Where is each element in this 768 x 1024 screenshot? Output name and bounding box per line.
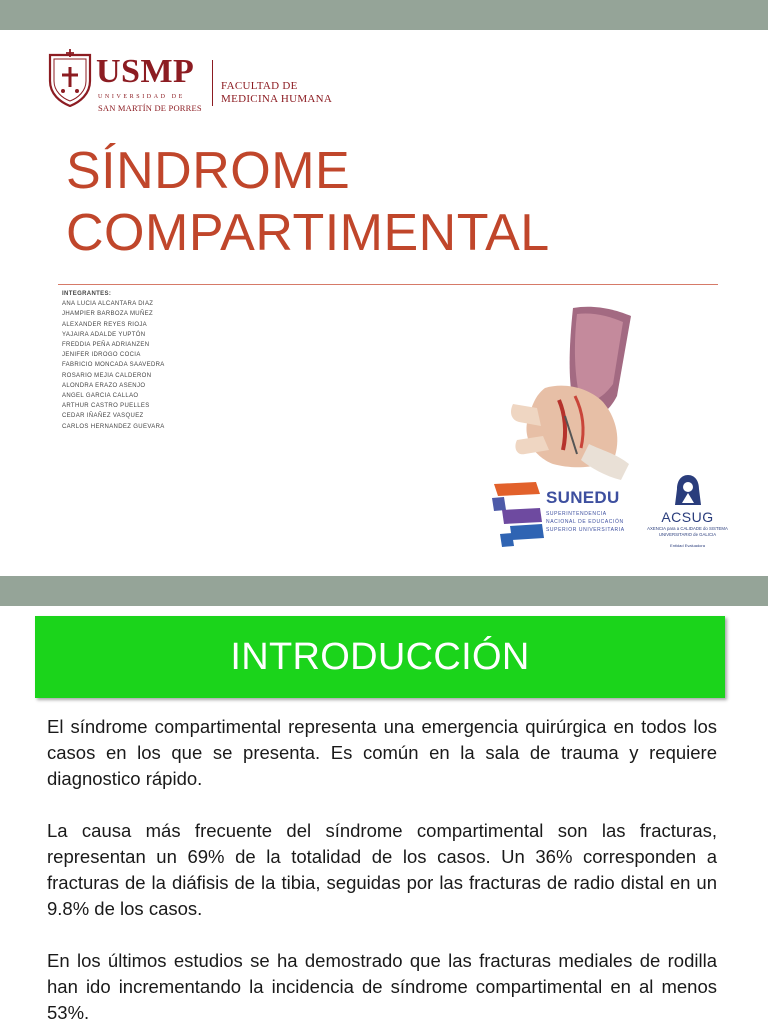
slide-title <box>66 140 686 264</box>
acsug-name: ACSUG <box>661 509 714 525</box>
university-line: UNIVERSIDAD DE <box>98 94 185 100</box>
member-item: ALEXANDER REYES RIOJA <box>62 321 148 328</box>
member-item: ARTHUR CASTRO PUELLES <box>62 403 150 410</box>
member-item: ANGEL GARCIA CALLAO <box>62 393 139 400</box>
member-item: ANA LUCIA ALCANTARA DIAZ <box>62 301 154 308</box>
members-label: INTEGRANTES: <box>62 291 112 297</box>
fasciotomy-hand-illustration <box>505 304 635 482</box>
section-heading-box <box>35 616 725 698</box>
sunedu-sub-line: SUPERIOR UNIVERSITARIA <box>546 527 625 533</box>
member-item: FABRICIO MONCADA SAAVEDRA <box>62 362 165 369</box>
member-item: CARLOS HERNANDEZ GUEVARA <box>62 423 165 430</box>
usmp-crest-icon <box>46 47 94 107</box>
acsug-emblem-icon <box>673 473 703 507</box>
acsug-sub-line: AXENCIA para a CALIDADE do SISTEMA <box>647 526 728 531</box>
introduction-slide <box>0 606 768 1024</box>
acsug-subtitle <box>640 526 735 538</box>
faculty-line-1: FACULTAD DE <box>221 80 298 92</box>
sunedu-name: SUNEDU <box>546 488 620 507</box>
introduction-body <box>47 714 717 1024</box>
member-item: ROSARIO MEJIA CALDERON <box>62 372 152 379</box>
sunedu-blocks-icon <box>490 480 544 548</box>
members-list <box>62 289 165 432</box>
acsug-tagline: Entidad Evaluadora <box>670 543 705 548</box>
faculty-name <box>221 80 332 106</box>
sunedu-sub-line: NACIONAL DE EDUCACIÓN <box>546 519 624 525</box>
member-item: FREDDIA PEÑA ADRIANZEN <box>62 342 150 349</box>
sunedu-subtitle <box>546 510 625 534</box>
university-name: SAN MARTÍN DE PORRES <box>98 103 202 113</box>
acsug-sub-line: UNIVERSITARIO de GALICIA <box>658 532 717 537</box>
logo-divider <box>212 60 213 106</box>
acsug-logo <box>640 473 735 563</box>
member-item: JENIFER IDROGO COCIA <box>62 352 141 359</box>
sunedu-sub-line: SUPERINTENDENCIA <box>546 511 607 517</box>
usmp-brand: USMP <box>96 53 195 90</box>
faculty-line-2: MEDICINA HUMANA <box>221 93 333 105</box>
top-band <box>0 0 768 30</box>
intro-paragraph: El síndrome compartimental representa una emergencia quirúrgica en todos los casos en los que se presenta. Es común en la sala de trauma y requiere diagnostico rápido. <box>47 716 717 789</box>
title-line-2: COMPARTIMENTAL <box>66 204 550 262</box>
title-slide <box>0 30 768 576</box>
sunedu-logo <box>490 480 635 550</box>
member-item: CEDAR IÑAÑEZ VASQUEZ <box>62 413 144 420</box>
member-item: YAJAIRA ADALDE YUPTÓN <box>62 331 146 338</box>
member-item: JHAMPIER BARBOZA MUÑEZ <box>62 311 154 318</box>
section-heading: INTRODUCCIÓN <box>230 636 530 678</box>
title-divider <box>58 284 718 285</box>
slide-separator-band <box>0 576 768 606</box>
intro-paragraph: La causa más frecuente del síndrome compartimental son las fracturas, representan un 69% de la totalidad de los casos. Un 36% corresponden a fracturas de la diáfisis de la tibia, seguidas por las fracturas de radio distal en un 9.8% de los casos. <box>47 820 717 919</box>
intro-paragraph: En los últimos estudios se ha demostrado que las fracturas mediales de rodilla han ido incrementando la incidencia de síndrome compartimental en al menos 53%. <box>47 950 717 1023</box>
usmp-logo <box>46 47 346 111</box>
member-item: ALONDRA ERAZO ASENJO <box>62 382 146 389</box>
title-line-1: SÍNDROME <box>66 142 351 200</box>
